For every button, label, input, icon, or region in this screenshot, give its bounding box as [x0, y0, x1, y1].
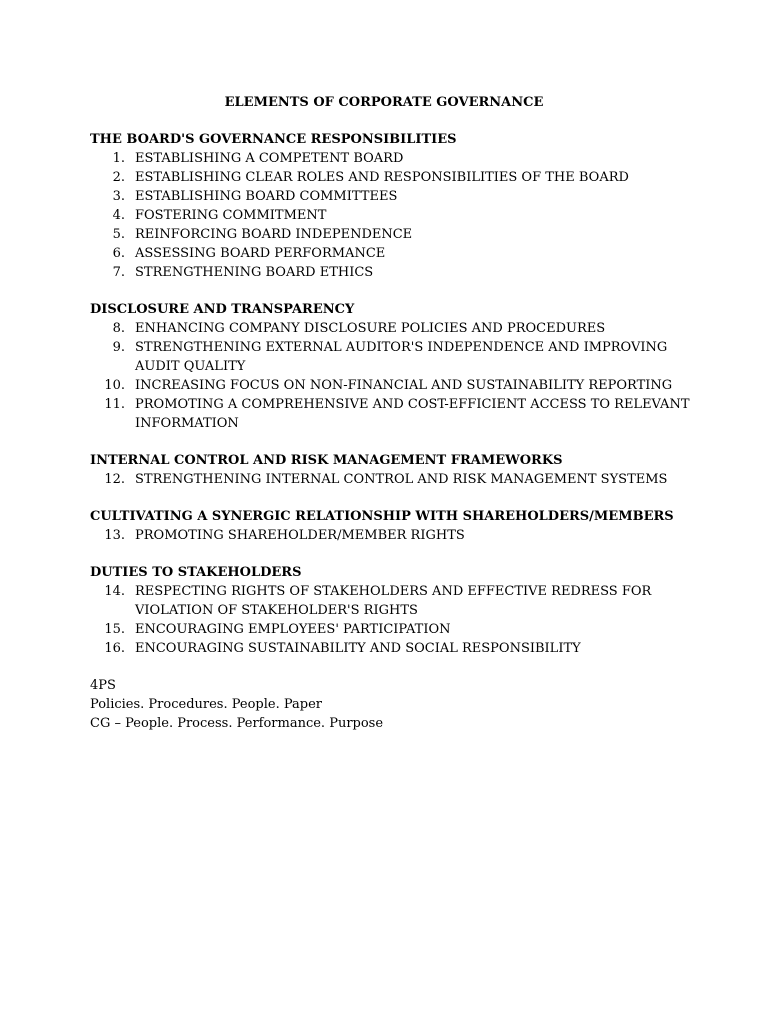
item-text: ENCOURAGING SUSTAINABILITY AND SOCIAL RESPONSIBILITY [135, 641, 581, 656]
list-item [90, 244, 690, 263]
item-number: 10. [104, 378, 125, 393]
list-item [90, 149, 690, 168]
list-item [90, 263, 690, 282]
section-board-responsibilities [90, 130, 690, 282]
item-text: ESTABLISHING CLEAR ROLES AND RESPONSIBILITIES OF THE BOARD [135, 170, 629, 185]
item-number: 7. [112, 265, 125, 280]
list-item [90, 395, 690, 433]
list-item [90, 168, 690, 187]
list-item [90, 206, 690, 225]
list-item [90, 376, 690, 395]
item-text: FOSTERING COMMITMENT [135, 208, 327, 223]
item-number: 3. [112, 189, 125, 204]
notes-block [90, 676, 690, 733]
list-item [90, 639, 690, 658]
item-number: 5. [112, 227, 125, 242]
document-body [90, 130, 690, 733]
list-item [90, 620, 690, 639]
item-text: INCREASING FOCUS ON NON-FINANCIAL AND SUSTAINABILITY REPORTING [135, 378, 673, 393]
item-text: STRENGTHENING BOARD ETHICS [135, 265, 374, 280]
document-title: ELEMENTS OF CORPORATE GOVERNANCE [224, 95, 544, 110]
item-number: 6. [112, 246, 125, 261]
section-shareholder-relationship [90, 507, 690, 545]
section-heading: CULTIVATING A SYNERGIC RELATIONSHIP WITH SHAREHOLDERS/MEMBERS [90, 509, 674, 524]
item-text: ESTABLISHING A COMPETENT BOARD [135, 151, 404, 166]
item-number: 2. [112, 170, 125, 185]
list-item [90, 187, 690, 206]
list-item [90, 225, 690, 244]
item-text: RESPECTING RIGHTS OF STAKEHOLDERS AND EFFECTIVE REDRESS FOR VIOLATION OF STAKEHOLDER'S RIGHTS [135, 584, 652, 618]
list-item [90, 319, 690, 338]
notes-line: Policies. Procedures. People. Paper [90, 697, 322, 712]
item-number: 15. [104, 622, 125, 637]
list-item [90, 338, 690, 376]
item-number: 9. [112, 340, 125, 355]
item-number: 14. [104, 584, 125, 599]
section-heading: DUTIES TO STAKEHOLDERS [90, 565, 302, 580]
item-number: 11. [104, 397, 125, 412]
section-disclosure-transparency [90, 300, 690, 433]
item-number: 13. [104, 528, 125, 543]
item-text: STRENGTHENING EXTERNAL AUDITOR'S INDEPENDENCE AND IMPROVING AUDIT QUALITY [135, 340, 668, 374]
item-text: PROMOTING A COMPREHENSIVE AND COST-EFFICIENT ACCESS TO RELEVANT INFORMATION [135, 397, 690, 431]
section-heading: DISCLOSURE AND TRANSPARENCY [90, 302, 355, 317]
list-item [90, 582, 690, 620]
item-text: PROMOTING SHAREHOLDER/MEMBER RIGHTS [135, 528, 465, 543]
notes-line: 4PS [90, 678, 116, 693]
section-heading: INTERNAL CONTROL AND RISK MANAGEMENT FRAMEWORKS [90, 453, 563, 468]
item-text: STRENGTHENING INTERNAL CONTROL AND RISK MANAGEMENT SYSTEMS [135, 472, 668, 487]
item-number: 12. [104, 472, 125, 487]
list-item [90, 470, 690, 489]
item-text: ENCOURAGING EMPLOYEES' PARTICIPATION [135, 622, 451, 637]
item-number: 1. [112, 151, 125, 166]
item-text: REINFORCING BOARD INDEPENDENCE [135, 227, 413, 242]
list-item [90, 526, 690, 545]
item-number: 16. [104, 641, 125, 656]
notes-line: CG – People. Process. Performance. Purpose [90, 716, 384, 731]
item-text: ESTABLISHING BOARD COMMITTEES [135, 189, 398, 204]
item-text: ASSESSING BOARD PERFORMANCE [135, 246, 386, 261]
section-internal-control [90, 451, 690, 489]
item-number: 4. [112, 208, 125, 223]
item-text: ENHANCING COMPANY DISCLOSURE POLICIES AND PROCEDURES [135, 321, 606, 336]
section-stakeholder-duties [90, 563, 690, 658]
item-number: 8. [112, 321, 125, 336]
section-heading: THE BOARD'S GOVERNANCE RESPONSIBILITIES [90, 132, 457, 147]
